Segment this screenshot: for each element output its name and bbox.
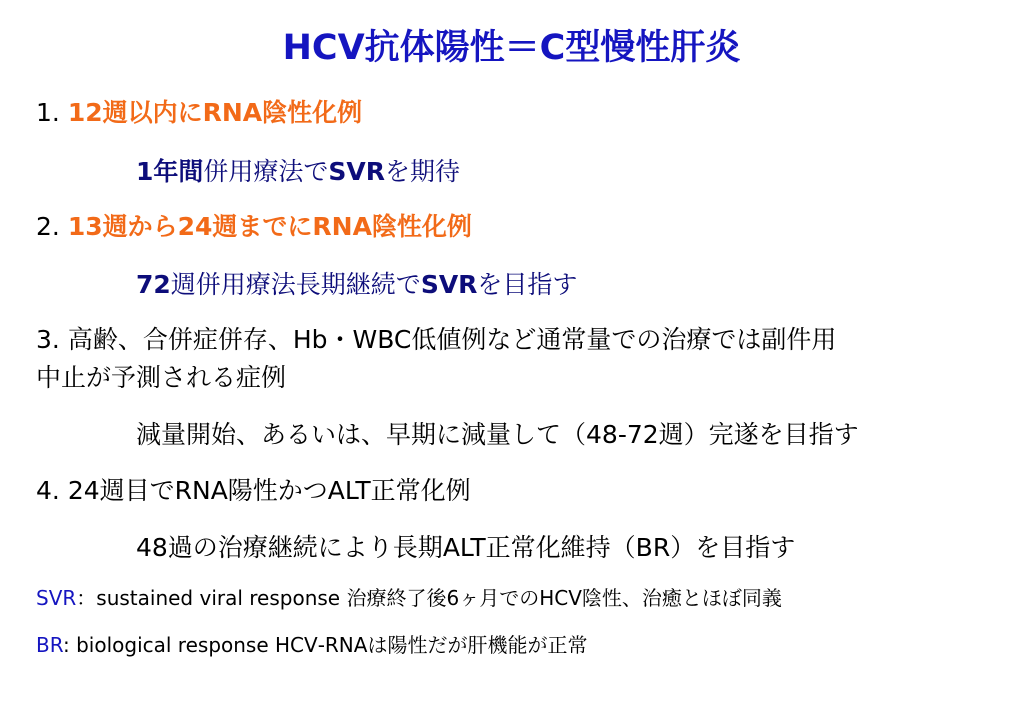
slide-title: HCV抗体陽性＝C型慢性肝炎 bbox=[282, 28, 741, 68]
item-2-heading-line bbox=[36, 212, 472, 242]
item-3-heading-continued: 中止が予測される症例 bbox=[36, 363, 287, 392]
item-4-heading-line bbox=[36, 476, 471, 506]
note-svr-key: SVR bbox=[36, 586, 77, 610]
note-br-key: BR bbox=[36, 633, 64, 657]
item-2-heading: 13週から24週までにRNA陰性化例 bbox=[67, 212, 472, 241]
item-2-detail-svr: SVR bbox=[420, 270, 478, 299]
item-3-heading-line-2 bbox=[36, 363, 286, 393]
item-3-number: 3. bbox=[36, 325, 60, 354]
item-2-detail-bold: 72 bbox=[136, 270, 171, 299]
item-3-heading-line-1 bbox=[36, 325, 836, 355]
item-1-number: 1. bbox=[36, 98, 60, 127]
note-svr-text: ：sustained viral response 治療終了後6ヶ月でのHCV陰性、治癒とほぼ同義 bbox=[76, 586, 782, 610]
note-br-text: : biological response HCV‐RNAは陽性だが肝機能が正常 bbox=[63, 633, 588, 657]
item-2-detail-text: 週併用療法長期継続で bbox=[170, 270, 421, 299]
item-4-number: 4. bbox=[36, 476, 60, 505]
item-1-detail-line bbox=[136, 157, 460, 187]
item-3-heading: 高齢、合併症併存、Hb・WBC低値例など通常量での治療では副件用 bbox=[67, 325, 837, 354]
item-2-detail-line bbox=[136, 270, 577, 300]
item-4-detail: 48過の治療継続により長期ALT正常化維持（BR）を目指す bbox=[136, 533, 796, 562]
item-1-detail-svr: SVR bbox=[328, 157, 386, 186]
item-1-detail-bold: 1年間 bbox=[136, 157, 204, 186]
note-br bbox=[36, 632, 587, 658]
item-4-detail-line bbox=[136, 533, 795, 563]
item-1-heading-line bbox=[36, 98, 362, 128]
item-1-detail-tail: を期待 bbox=[385, 157, 461, 186]
item-3-detail: 減量開始、あるいは、早期に減量して（48‐72週）完遂を目指す bbox=[136, 420, 859, 449]
note-svr bbox=[36, 585, 782, 611]
item-1-detail-text: 併用療法で bbox=[203, 157, 329, 186]
item-1-heading: 12週以内にRNA陰性化例 bbox=[67, 98, 363, 127]
item-3-detail-line bbox=[136, 420, 859, 450]
item-2-detail-tail: を目指す bbox=[477, 270, 578, 299]
item-4-heading: 24週目でRNA陽性かつALT正常化例 bbox=[67, 476, 471, 505]
item-2-number: 2. bbox=[36, 212, 60, 241]
